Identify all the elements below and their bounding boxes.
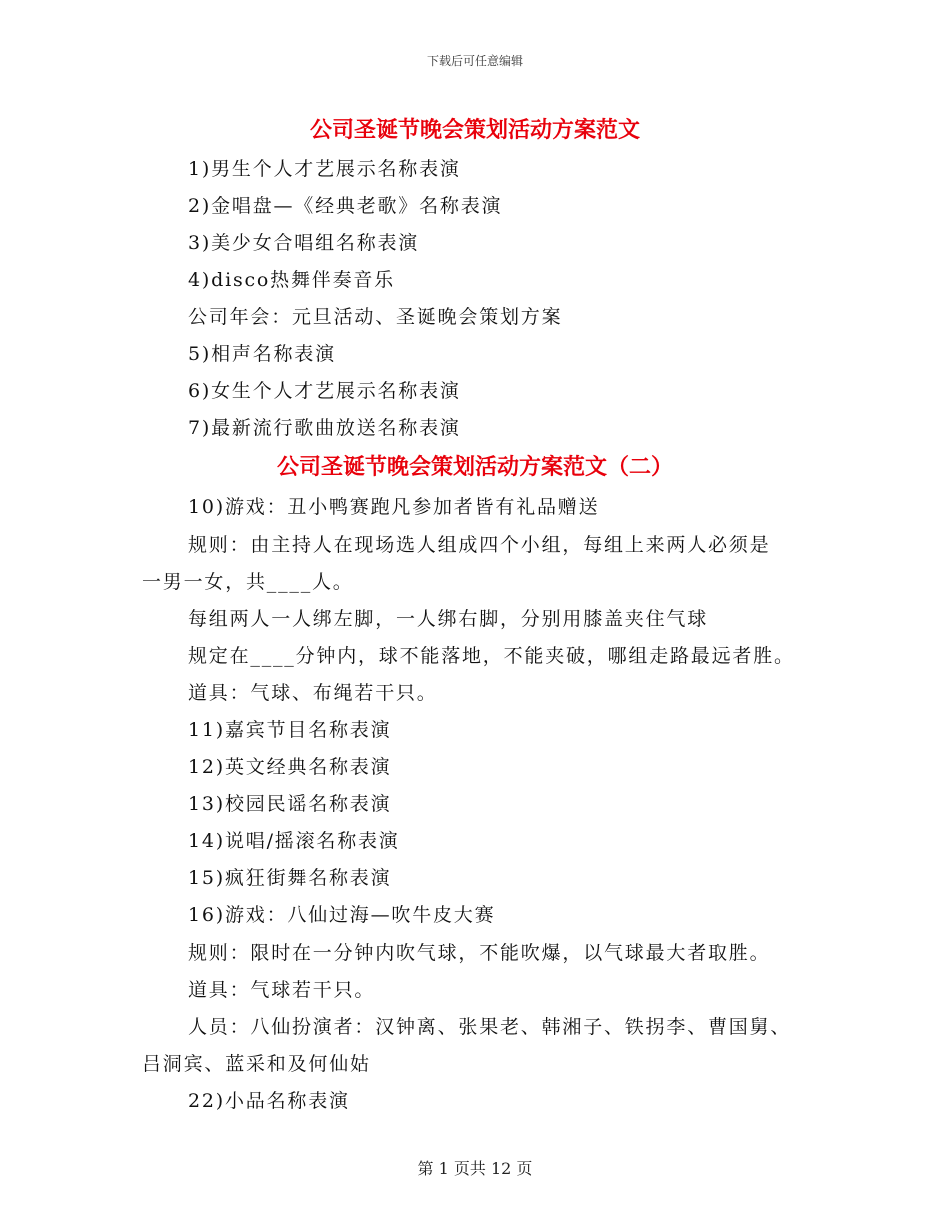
cast-text: 人员：八仙扮演者：汉钟离、张果老、韩湘子、铁拐李、曹国舅、 <box>188 1016 792 1038</box>
page-header: 下载后可任意编辑 <box>426 54 523 68</box>
program-item: 13)校园民谣名称表演 <box>188 793 392 815</box>
props-text: 道具：气球若干只。 <box>188 979 376 1001</box>
program-item: 12)英文经典名称表演 <box>188 756 392 778</box>
cast-text-continued: 吕洞宾、蓝采和及何仙姑 <box>142 1053 371 1075</box>
program-item: 22)小品名称表演 <box>188 1090 350 1112</box>
rule-text-continued: 一男一女，共____人。 <box>142 571 354 593</box>
rule-text: 规则：由主持人在现场选人组成四个小组，每组上来两人必须是 <box>188 534 771 556</box>
program-item: 11)嘉宾节目名称表演 <box>188 719 392 741</box>
rule-text: 规定在____分钟内，球不能落地，不能夹破，哪组走路最远者胜。 <box>188 645 795 667</box>
program-item: 4)disco热舞伴奏音乐 <box>188 269 395 291</box>
program-item: 16)游戏：八仙过海—吹牛皮大赛 <box>188 904 496 926</box>
program-item: 7)最新流行歌曲放送名称表演 <box>188 417 461 439</box>
document-title: 公司圣诞节晚会策划活动方案范文 <box>309 117 640 143</box>
page-footer: 第 1 页共 12 页 <box>417 1159 533 1178</box>
program-item: 10)游戏：丑小鸭赛跑凡参加者皆有礼品赠送 <box>188 496 600 518</box>
rule-text: 规则：限时在一分钟内吹气球，不能吹爆，以气球最大者取胜。 <box>188 942 771 964</box>
rule-text: 每组两人一人绑左脚，一人绑右脚，分别用膝盖夹住气球 <box>188 608 709 630</box>
program-item: 公司年会：元旦活动、圣诞晚会策划方案 <box>188 306 563 328</box>
section-title: 公司圣诞节晚会策划活动方案范文（二） <box>276 454 673 480</box>
program-item: 1)男生个人才艺展示名称表演 <box>188 158 461 180</box>
program-item: 5)相声名称表演 <box>188 343 336 365</box>
program-item: 6)女生个人才艺展示名称表演 <box>188 380 461 402</box>
program-item: 14)说唱/摇滚名称表演 <box>188 830 400 852</box>
program-item: 2)金唱盘—《经典老歌》名称表演 <box>188 195 503 217</box>
program-item: 3)美少女合唱组名称表演 <box>188 232 420 254</box>
props-text: 道具：气球、布绳若干只。 <box>188 682 438 704</box>
program-item: 15)疯狂街舞名称表演 <box>188 867 392 889</box>
